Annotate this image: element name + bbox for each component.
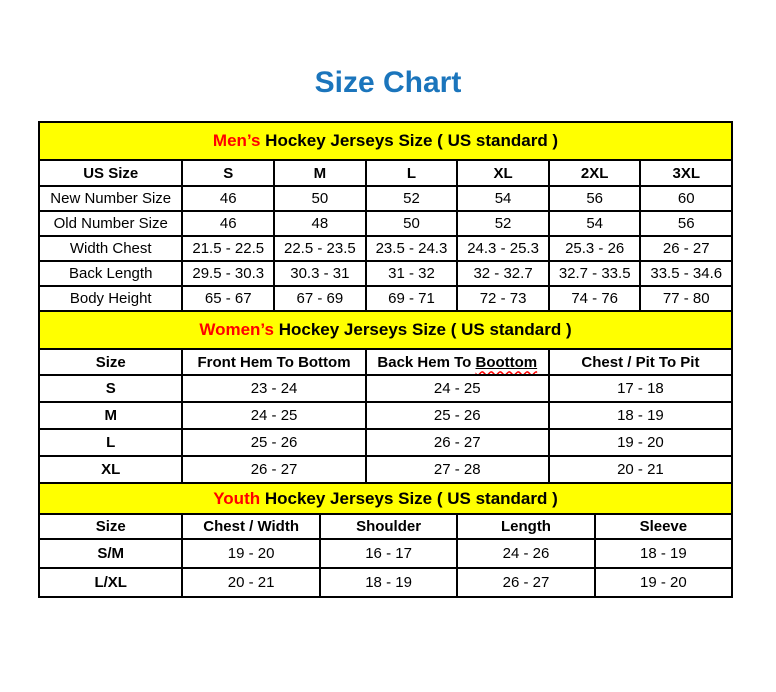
mens-size-table (38, 121, 733, 312)
table-row (39, 375, 732, 402)
table-cell: 69 - 71 (366, 286, 458, 311)
column-header: M (274, 160, 366, 186)
row-label: M (39, 402, 182, 429)
table-cell: 29.5 - 30.3 (182, 261, 274, 286)
womens-section-band (39, 311, 732, 349)
table-cell: 60 (640, 186, 732, 211)
row-label: Back Length (39, 261, 182, 286)
table-cell: 16 - 17 (320, 539, 457, 568)
row-label: L (39, 429, 182, 456)
table-cell: 19 - 20 (549, 429, 732, 456)
row-label: Body Height (39, 286, 182, 311)
table-cell: 17 - 18 (549, 375, 732, 402)
column-header: US Size (39, 160, 182, 186)
mens-highlight: Men’s (212, 131, 261, 150)
table-cell: 18 - 19 (549, 402, 732, 429)
table-cell: 65 - 67 (182, 286, 274, 311)
youth-size-table (38, 482, 733, 598)
table-cell: 24 - 26 (457, 539, 594, 568)
size-chart (38, 121, 733, 598)
table-cell: 48 (274, 211, 366, 236)
table-cell: 24 - 25 (366, 375, 549, 402)
table-cell: 26 - 27 (457, 568, 594, 597)
row-label: XL (39, 456, 182, 483)
table-cell: 26 - 27 (640, 236, 732, 261)
table-cell: 26 - 27 (366, 429, 549, 456)
table-cell: 24.3 - 25.3 (457, 236, 549, 261)
table-cell: 54 (549, 211, 641, 236)
table-row (39, 236, 732, 261)
column-header: L (366, 160, 458, 186)
row-label: S (39, 375, 182, 402)
youth-section-title (39, 483, 732, 514)
table-row (39, 402, 732, 429)
table-cell: 56 (640, 211, 732, 236)
table-cell: 23.5 - 24.3 (366, 236, 458, 261)
mens-title-rest: Hockey Jerseys Size ( US standard ) (260, 131, 559, 150)
table-cell: 77 - 80 (640, 286, 732, 311)
table-row (39, 186, 732, 211)
youth-section-band (39, 483, 732, 514)
table-cell: 32 - 32.7 (457, 261, 549, 286)
table-row (39, 539, 732, 568)
table-cell: 18 - 19 (595, 539, 732, 568)
womens-header-row (39, 349, 732, 375)
table-cell: 50 (366, 211, 458, 236)
column-header: Size (39, 349, 182, 375)
table-row (39, 429, 732, 456)
table-cell: 56 (549, 186, 641, 211)
table-cell: 50 (274, 186, 366, 211)
table-cell: 19 - 20 (595, 568, 732, 597)
table-cell: 23 - 24 (182, 375, 365, 402)
youth-title-rest: Hockey Jerseys Size ( US standard ) (260, 488, 558, 508)
table-cell: 74 - 76 (549, 286, 641, 311)
column-header: Chest / Width (182, 514, 319, 539)
row-label: Width Chest (39, 236, 182, 261)
table-cell: 25 - 26 (182, 429, 365, 456)
header-prefix: Back Hem To (377, 353, 476, 371)
table-cell: 46 (182, 186, 274, 211)
row-label: New Number Size (39, 186, 182, 211)
table-row (39, 211, 732, 236)
column-header: Length (457, 514, 594, 539)
table-cell: 20 - 21 (182, 568, 319, 597)
table-cell: 22.5 - 23.5 (274, 236, 366, 261)
mens-header-row (39, 160, 732, 186)
table-cell: 21.5 - 22.5 (182, 236, 274, 261)
table-cell: 25 - 26 (366, 402, 549, 429)
table-cell: 24 - 25 (182, 402, 365, 429)
table-cell: 26 - 27 (182, 456, 365, 483)
table-cell: 20 - 21 (549, 456, 732, 483)
column-header: S (182, 160, 274, 186)
column-header: Chest / Pit To Pit (549, 349, 732, 375)
column-header: Size (39, 514, 182, 539)
table-cell: 72 - 73 (457, 286, 549, 311)
table-cell: 52 (457, 211, 549, 236)
column-header-misspelled (366, 349, 549, 375)
row-label: L/XL (39, 568, 182, 597)
misspelled-word: Boottom (475, 353, 538, 371)
table-cell: 67 - 69 (274, 286, 366, 311)
table-cell: 18 - 19 (320, 568, 457, 597)
mens-section-band (39, 122, 732, 160)
column-header: 2XL (549, 160, 641, 186)
table-row (39, 286, 732, 311)
table-cell: 31 - 32 (366, 261, 458, 286)
womens-highlight: Women’s (199, 320, 274, 339)
column-header: Sleeve (595, 514, 732, 539)
page-title: Size Chart (314, 66, 462, 99)
mens-section-title (39, 122, 732, 160)
table-cell: 25.3 - 26 (549, 236, 641, 261)
table-row (39, 261, 732, 286)
table-cell: 33.5 - 34.6 (640, 261, 732, 286)
column-header: Front Hem To Bottom (182, 349, 365, 375)
row-label: S/M (39, 539, 182, 568)
table-cell: 19 - 20 (182, 539, 319, 568)
column-header: 3XL (640, 160, 732, 186)
column-header: Shoulder (320, 514, 457, 539)
womens-section-title (39, 311, 732, 349)
table-cell: 30.3 - 31 (274, 261, 366, 286)
table-cell: 54 (457, 186, 549, 211)
table-cell: 32.7 - 33.5 (549, 261, 641, 286)
row-label: Old Number Size (39, 211, 182, 236)
table-cell: 52 (366, 186, 458, 211)
youth-header-row (39, 514, 732, 539)
table-cell: 46 (182, 211, 274, 236)
table-cell: 27 - 28 (366, 456, 549, 483)
womens-size-table (38, 310, 733, 484)
youth-highlight: Youth (213, 488, 261, 508)
table-row (39, 568, 732, 597)
column-header: XL (457, 160, 549, 186)
table-row (39, 456, 732, 483)
womens-title-rest: Hockey Jerseys Size ( US standard ) (273, 320, 572, 339)
